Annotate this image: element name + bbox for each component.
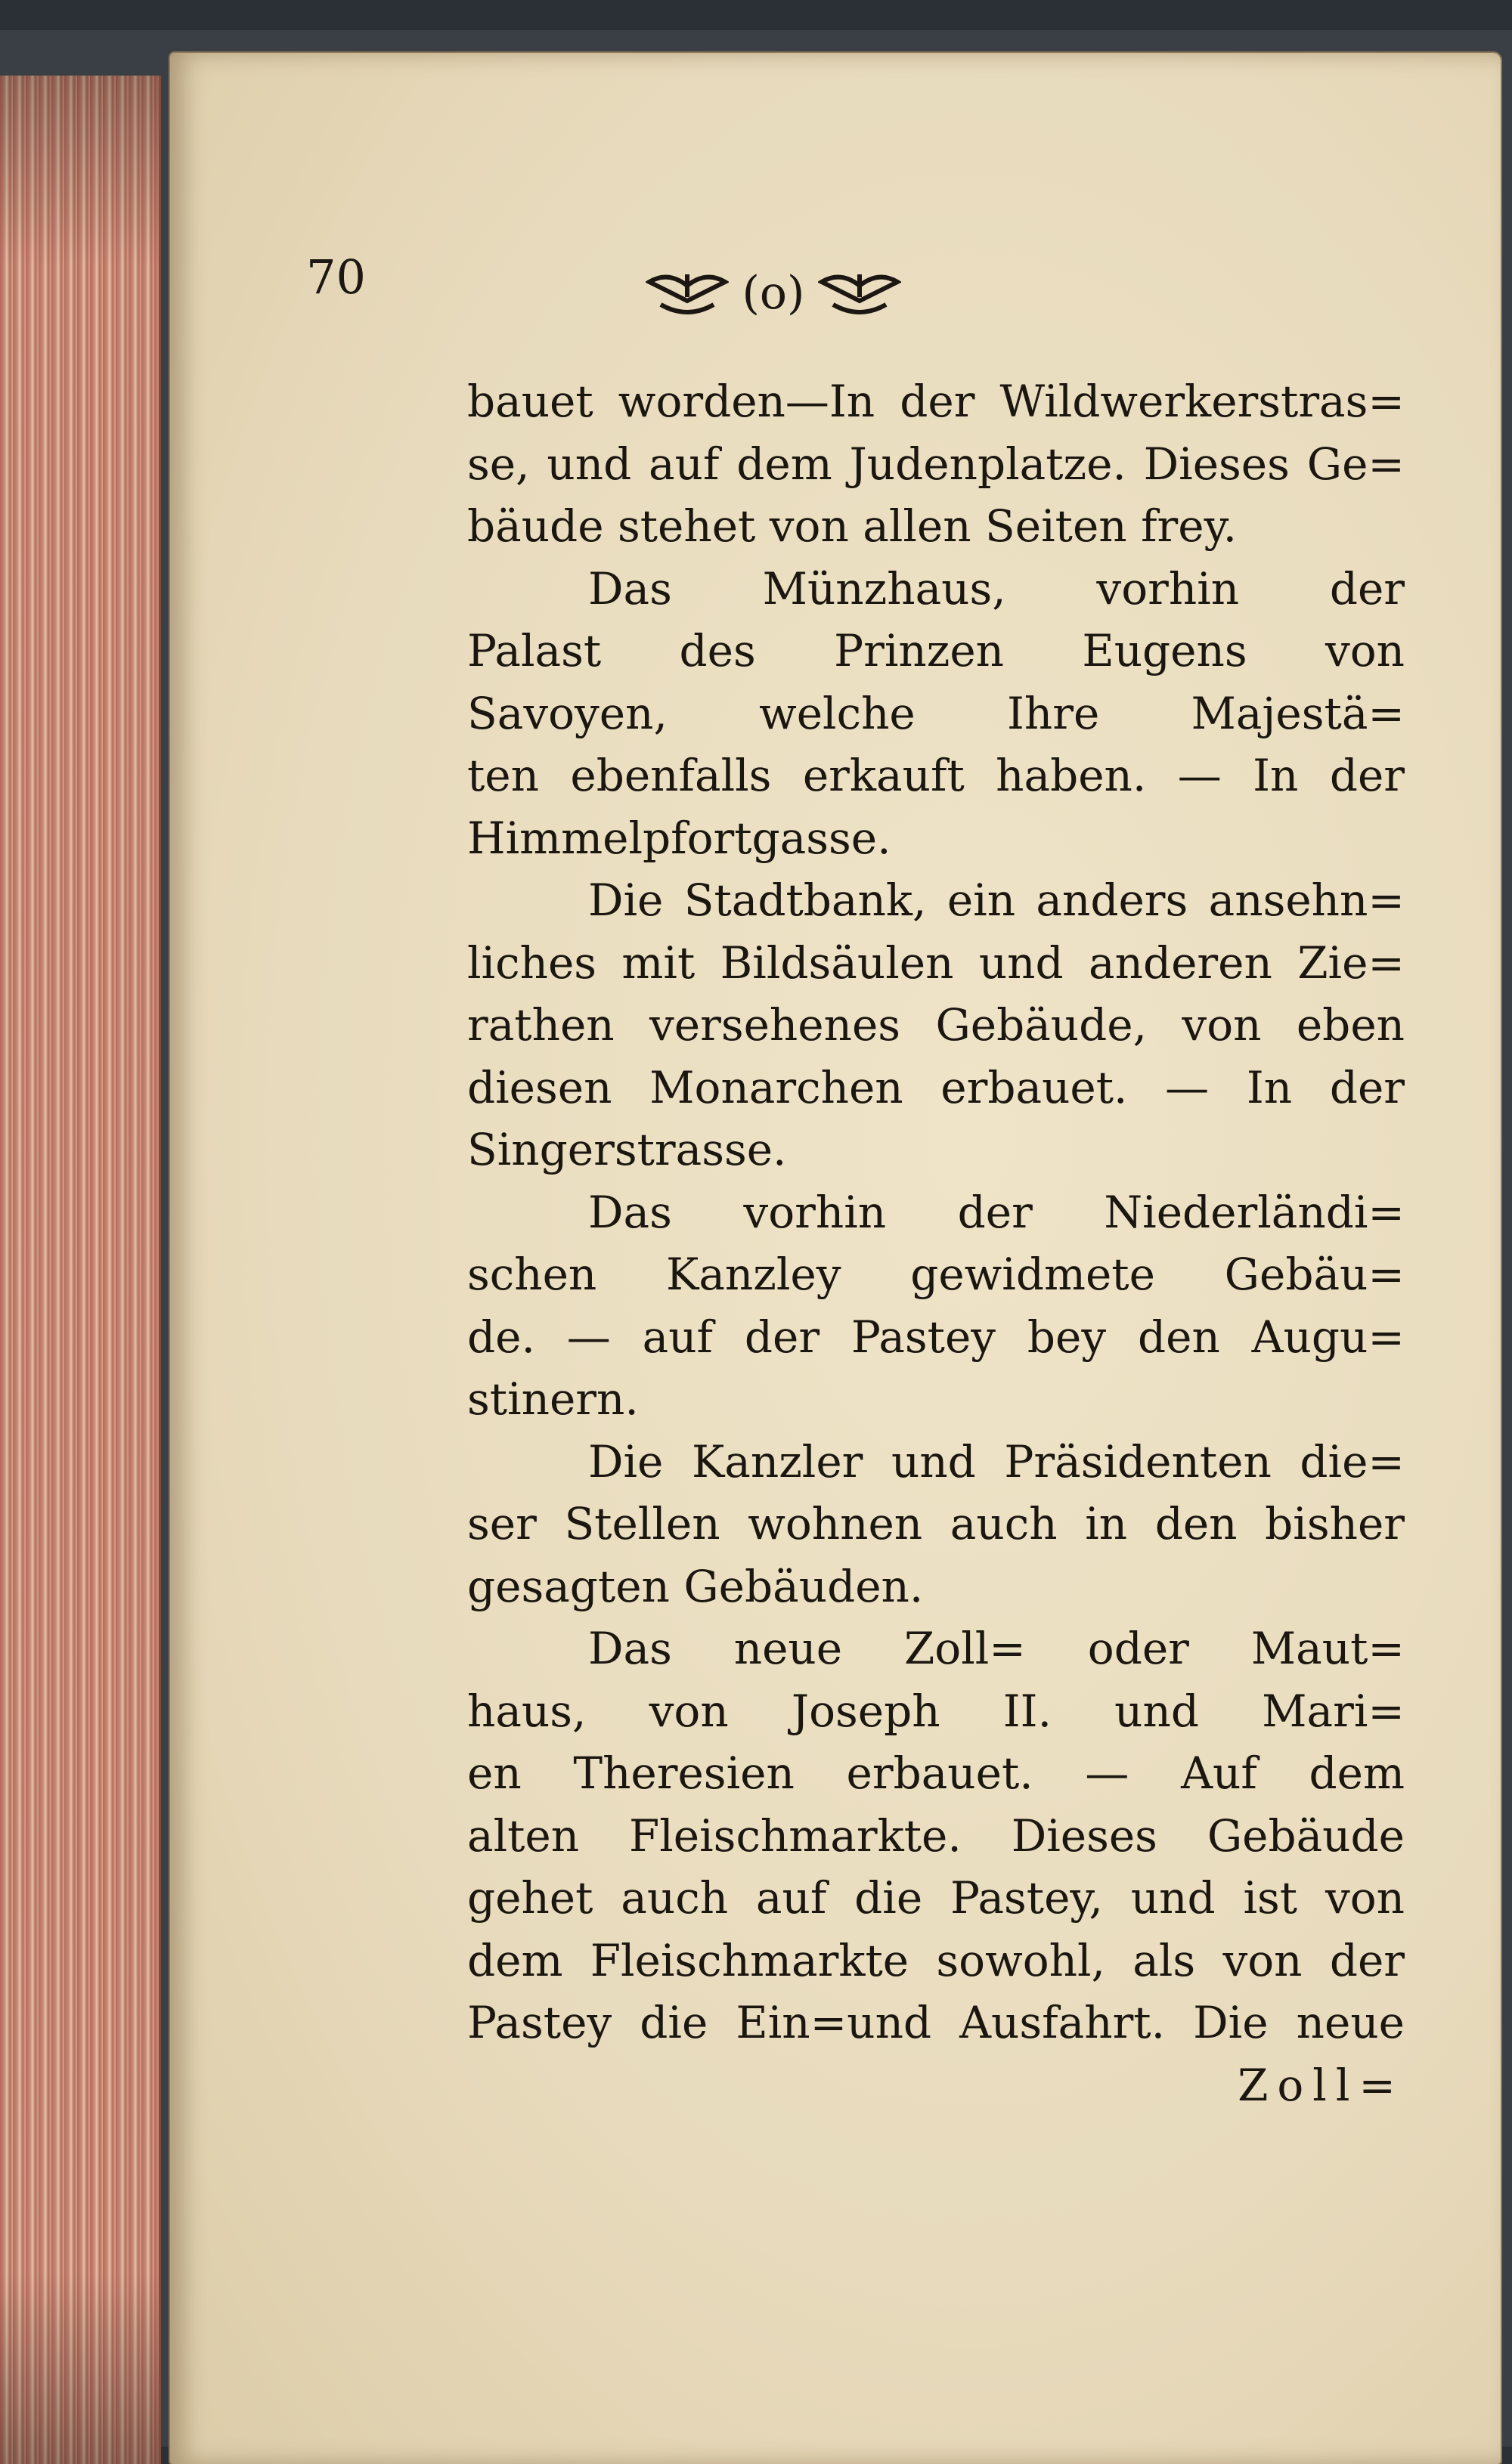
text-line: Singerstrasse. [467, 1124, 787, 1175]
text-line: de. — auf der Pastey bey den Augu= [467, 1311, 1405, 1363]
text-line: Die Stadtbank, ein anders ansehn= [588, 874, 1405, 926]
page-header [306, 249, 1395, 333]
text-line: Palast des Prinzen Eugens von [467, 625, 1405, 676]
header-ornament [622, 255, 925, 331]
text-line: stinern. [467, 1373, 639, 1425]
text-line: gehet auch auf die Pastey, und ist von [467, 1872, 1405, 1924]
fleuron-icon [818, 267, 901, 320]
text-line: Das Münzhaus, vorhin der [588, 562, 1405, 614]
text-line: Pastey die Ein=und Ausfahrt. Die neue [467, 1997, 1405, 2048]
body-text [467, 370, 1405, 2116]
page-number: 70 [306, 249, 366, 305]
text-line: se, und auf dem Judenplatze. Dieses Ge= [467, 438, 1405, 490]
text-line: bauet worden—In der Wildwerkerstras= [467, 376, 1405, 427]
text-line: alten Fleischmarkte. Dieses Gebäude [467, 1809, 1405, 1862]
text-line: gesagten Gebäuden. [467, 1560, 924, 1612]
text-line: ser Stellen wohnen auch in den bisher [467, 1498, 1405, 1549]
text-line: rathen versehenes Gebäude, von eben [467, 999, 1405, 1051]
text-line: ten ebenfalls erkauft haben. — In der [467, 750, 1405, 801]
text-line: en Theresien erbauet. — Auf dem [467, 1747, 1405, 1799]
text-line: schen Kanzley gewidmete Gebäu= [467, 1249, 1405, 1300]
text-line: diesen Monarchen erbauet. — In der [467, 1061, 1405, 1113]
text-line: Savoyen, welche Ihre Majestä= [467, 687, 1405, 739]
text-line: bäude stehet von allen Seiten frey. [467, 500, 1238, 552]
text-line: Das vorhin der Niederländi= [588, 1186, 1405, 1238]
page-edges [0, 76, 161, 2464]
ornament-text: (o) [742, 267, 805, 320]
text-line: Die Kanzler und Präsidenten die= [588, 1435, 1405, 1487]
catchword: Zoll= [1238, 2059, 1405, 2111]
text-line: haus, von Joseph II. und Mari= [467, 1685, 1405, 1737]
fleuron-icon [646, 267, 729, 320]
text-line: liches mit Bildsäulen und anderen Zie= [467, 936, 1405, 989]
text-line: Das neue Zoll= oder Maut= [588, 1623, 1405, 1674]
text-line: dem Fleischmarkte sowohl, als von der [467, 1934, 1405, 1986]
text-line: Himmelpfortgasse. [467, 812, 891, 864]
